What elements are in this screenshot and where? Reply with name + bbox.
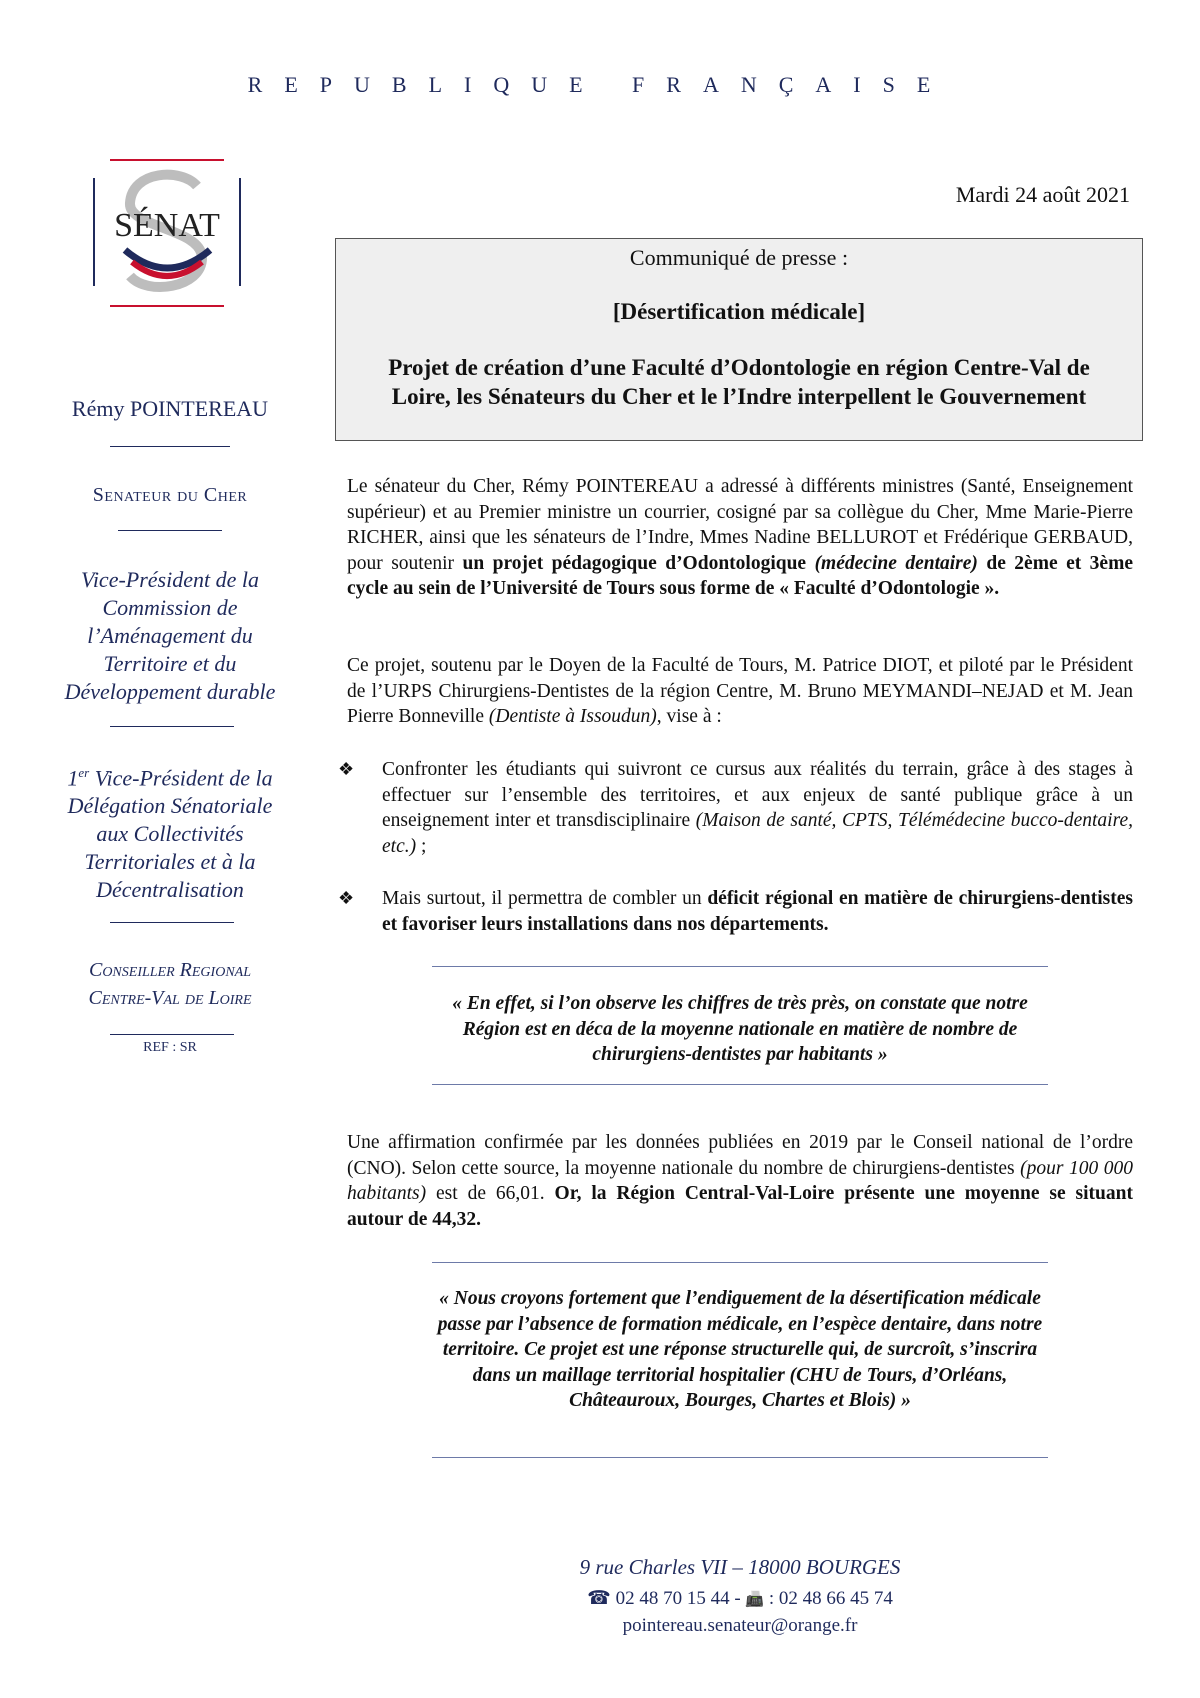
footer-email[interactable]: pointereau.senateur@orange.fr — [622, 1615, 858, 1636]
commission-role — [50, 566, 290, 706]
delegation-line: Décentralisation — [96, 877, 244, 903]
delegation-line: aux Collectivités — [96, 821, 244, 847]
divider — [110, 922, 234, 923]
delegation-line: Délégation Sénatoriale — [67, 793, 273, 819]
paragraph-2 — [347, 653, 1133, 730]
emphasis-italic: (médecine dentaire) — [814, 552, 978, 574]
press-release-box — [335, 238, 1143, 441]
date: Mardi 24 août 2021 — [955, 182, 1130, 207]
delegation-role — [50, 759, 290, 904]
text: Confronter les étudiants qui suivront ce cursus aux réalités du terrain, grâce à des stages à effectuer sur l’ensemble des territoires, et aux enjeux de santé publique grâce à un enseignement inter et transdisciplinaire — [382, 759, 1133, 831]
ordinal-suffix: er — [78, 765, 90, 780]
paragraph-3 — [347, 1130, 1133, 1232]
ordinal: 1 — [67, 765, 79, 791]
emphasis: déficit régional en matière de chirurgiens-dentistes et favoriser leurs installations dans nos départements. — [382, 888, 1133, 935]
delegation-line — [50, 759, 290, 792]
bullet-text — [382, 757, 1133, 859]
quote-rule — [432, 1084, 1048, 1085]
quote-2: « Nous croyons fortement que l’endiguement de la désertification médicale passe par l’absence de formation médicale, en l’espèce dentaire, dans notre territoire. Ce projet est une réponse structurelle qui, de surcroît, s’inscrira dans un maillage territorial hospitalier (CHU de Tours, d’Orléans, Châteauroux, Bourges, Chartes et Blois) » — [437, 1288, 1043, 1411]
regional-role — [50, 956, 290, 1012]
commission-line: Vice-Président de la — [81, 567, 259, 592]
phone-number: 02 48 70 15 44 - — [615, 1588, 741, 1609]
press-label: Communiqué de presse : — [629, 245, 849, 270]
italic-text: (pour 100 000 habitants) — [347, 1157, 1133, 1204]
italic-text: (Dentiste à Issoudun) — [488, 706, 657, 727]
bullet-text — [382, 886, 1133, 937]
logo-text: SÉNAT — [114, 207, 220, 244]
regional-line: Centre-Val de Loire — [88, 987, 252, 1009]
senator-name: Rémy POINTEREAU — [71, 396, 269, 421]
quote-rule — [432, 1457, 1048, 1458]
text: Le sénateur du Cher, Rémy POINTEREAU a adressé à différents ministres (Santé, Enseignement supérieur) et au Premier ministre un courrier, cosigné par sa collègue du Cher, Mme Marie-Pierre RICHER, ainsi que les sénateurs de l’Indre, Mmes Nadine BELLUROT et Frédérique GERBAUD, pour soutenir — [347, 476, 1133, 574]
italic-text: (Maison de santé, CPTS, Télémédecine bucco-dentaire, etc.) — [382, 810, 1133, 857]
commission-line: Territoire et du — [103, 651, 237, 676]
text: Mais surtout, il permettra de combler un — [382, 888, 708, 909]
emphasis: de 2ème et 3ème cycle au sein de l’Université de Tours sous forme de « Faculté d’Odontologie ». — [347, 552, 1133, 599]
quote-1: « En effet, si l’on observe les chiffres de très près, on constate que notre Région est en déca de la moyenne nationale en matière de nombre de chirurgiens-dentistes par habitants » — [452, 993, 1028, 1065]
commission-line: l’Aménagement du — [87, 623, 253, 648]
bullet-icon: ❖ — [338, 888, 355, 908]
regional-line: Conseiller Regional — [88, 959, 251, 981]
bullet-1 — [338, 757, 1133, 859]
reference: REF : SR — [143, 1040, 197, 1055]
press-tag: [Désertification médicale] — [612, 299, 866, 324]
bullet-icon: ❖ — [338, 759, 355, 779]
fax-number: : 02 48 66 45 74 — [768, 1588, 893, 1609]
footer-phones — [500, 1587, 980, 1610]
fax-icon: 📠 — [745, 1592, 765, 1608]
senator-role: Senateur du Cher — [92, 484, 248, 506]
phone-icon: ☎ — [587, 1588, 611, 1609]
emphasis: un projet pédagogique d’Odontologique — [462, 552, 815, 574]
divider — [110, 446, 230, 447]
delegation-first-line: Vice-Président de la — [94, 765, 273, 791]
divider — [110, 726, 234, 727]
emphasis: Or, la Région Central-Val-Loire présente une moyenne se situant autour de 44,32. — [347, 1183, 1133, 1230]
republic-header: REPUBLIQUE FRANÇAISE — [247, 72, 953, 97]
commission-line: Développement durable — [64, 679, 276, 704]
divider — [118, 530, 222, 531]
paragraph-1 — [347, 474, 1133, 602]
text: ; — [416, 835, 427, 857]
text: est de 66,01. — [426, 1183, 555, 1204]
press-title: Projet de création d’une Faculté d’Odontologie en région Centre-Val de Loire, les Sénateurs du Cher et le l’Indre interpellent le Gouvernement — [388, 355, 1090, 409]
text: Une affirmation confirmée par les données publiées en 2019 par le Conseil national de l’ordre (CNO). Selon cette source, la moyenne nationale du nombre de chirurgiens-dentistes — [347, 1132, 1133, 1179]
divider — [110, 1034, 234, 1035]
bullet-2 — [338, 886, 1133, 937]
text: Ce projet, soutenu par le Doyen de la Faculté de Tours, M. Patrice DIOT, et piloté par le Président de l’URPS Chirurgiens-Dentistes de la région Centre, M. Bruno MEYMANDI–NEJAD et M. Jean Pierre Bonneville — [347, 655, 1133, 727]
quote-rule — [432, 1262, 1048, 1263]
quote-rule — [432, 966, 1048, 967]
text: , vise à : — [656, 706, 722, 727]
delegation-line: Territoriales et à la — [84, 849, 256, 875]
footer-address: 9 rue Charles VII – 18000 BOURGES — [579, 1555, 901, 1579]
senat-logo — [92, 158, 242, 308]
commission-line: Commission de — [102, 595, 238, 620]
